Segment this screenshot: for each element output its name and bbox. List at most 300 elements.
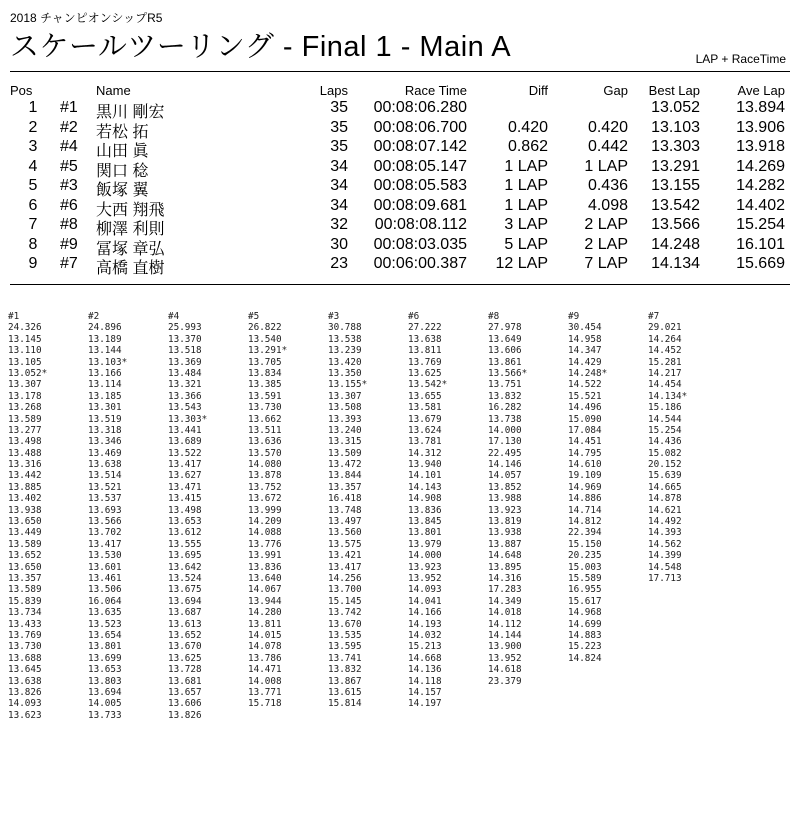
result-ave-lap: 13.894 <box>736 99 785 116</box>
result-race-time: 00:08:06.700 <box>373 118 467 136</box>
col-best-lap: Best Lap <box>648 83 700 98</box>
lap-time: 14.347 <box>568 345 602 357</box>
event-subtitle: 2018 チャンピオンシップR5 <box>10 11 163 25</box>
lap-time: 13.694 <box>88 686 122 698</box>
lap-time: 13.811 <box>408 345 442 357</box>
lap-time: 13.895 <box>488 561 522 573</box>
col-diff: Diff <box>528 83 548 98</box>
lap-time: 13.878 <box>248 470 282 482</box>
result-diff: 0.862 <box>507 138 548 155</box>
lap-time: 13.497 <box>328 516 362 528</box>
lap-time: 13.623 <box>8 709 42 721</box>
result-row <box>0 216 800 238</box>
lap-time: 20.235 <box>568 550 602 562</box>
lap-time: 13.649 <box>488 333 522 345</box>
lap-time: 14.000 <box>488 424 522 436</box>
lap-time: 13.402 <box>8 493 42 505</box>
lap-time: 13.867 <box>328 675 362 687</box>
results-bottom-rule <box>10 284 790 285</box>
result-pos: 8 <box>28 235 38 253</box>
lap-time: 13.702 <box>88 527 122 539</box>
lap-time: 13.653 <box>88 664 122 676</box>
result-driver-name: 大西 翔飛 <box>96 201 165 219</box>
lap-time: 13.693 <box>88 504 122 516</box>
lap-column <box>8 311 88 721</box>
lap-time: 13.705 <box>248 356 282 368</box>
lap-time: 14.824 <box>568 652 602 664</box>
lap-time: 13.695 <box>168 550 202 562</box>
lap-time: 13.523 <box>88 618 122 630</box>
lap-time: 13.635 <box>88 607 122 619</box>
lap-time: 13.268 <box>8 402 42 414</box>
lap-time: 15.281 <box>648 356 682 368</box>
lap-time: 13.185 <box>88 390 122 402</box>
lap-time: 13.652 <box>168 629 202 641</box>
lap-time: 15.254 <box>648 424 682 436</box>
lap-time: 26.822 <box>248 322 282 334</box>
lap-time: 13.357 <box>328 481 362 493</box>
lap-time: 13.166 <box>88 367 122 379</box>
lap-time: 14.429 <box>568 356 602 368</box>
result-gap: 4.098 <box>587 196 628 214</box>
lap-time: 13.642 <box>168 561 202 573</box>
lap-time: 14.610 <box>568 459 602 471</box>
lap-time: 13.923 <box>408 561 442 573</box>
result-best-lap: 14.248 <box>651 235 700 253</box>
lap-time: 13.522 <box>168 447 202 459</box>
lap-time: 13.728 <box>168 664 202 676</box>
lap-column-car: #2 <box>88 311 100 322</box>
lap-time: 13.433 <box>8 618 42 630</box>
lap-time: 15.082 <box>648 447 682 459</box>
result-diff: 5 LAP <box>504 235 548 253</box>
lap-time: 14.958 <box>568 333 602 345</box>
result-car-number: #2 <box>60 118 78 136</box>
lap-time: 15.186 <box>648 402 682 414</box>
lap-time: 13.832 <box>328 664 362 676</box>
col-ave-lap: Ave Lap <box>737 83 785 98</box>
lap-time: 13.834 <box>248 367 282 379</box>
lap-time: 13.155* <box>328 379 368 391</box>
result-gap: 2 LAP <box>584 235 628 253</box>
lap-time: 13.675 <box>168 584 202 596</box>
result-driver-name: 山田 眞 <box>96 143 149 160</box>
lap-time: 14.471 <box>248 664 282 676</box>
lap-time: 13.538 <box>328 333 362 345</box>
lap-time: 13.508 <box>328 402 362 414</box>
lap-time: 14.665 <box>648 481 682 493</box>
lap-time: 13.741 <box>328 652 362 664</box>
lap-time: 13.836 <box>408 504 442 516</box>
lap-time: 13.560 <box>328 527 362 539</box>
result-diff: 1 LAP <box>504 157 548 175</box>
lap-time: 13.811 <box>248 618 282 630</box>
lap-time: 17.283 <box>488 584 522 596</box>
lap-time: 14.057 <box>488 470 522 482</box>
result-car-number: #1 <box>60 99 78 116</box>
lap-time: 13.303* <box>168 413 208 425</box>
lap-time: 13.751 <box>488 379 522 391</box>
lap-time: 22.394 <box>568 527 602 539</box>
lap-time: 13.738 <box>488 413 522 425</box>
lap-time: 13.991 <box>248 550 282 562</box>
lap-time: 13.638 <box>408 333 442 345</box>
result-ave-lap: 14.402 <box>736 196 785 214</box>
lap-time: 13.484 <box>168 367 202 379</box>
lap-column-car: #3 <box>328 311 340 322</box>
result-gap: 7 LAP <box>584 255 628 272</box>
lap-time: 17.130 <box>488 436 522 448</box>
lap-time: 14.146 <box>488 459 522 471</box>
lap-time: 14.080 <box>248 459 282 471</box>
lap-time: 14.197 <box>408 698 442 710</box>
lap-time: 13.801 <box>88 641 122 653</box>
lap-time: 14.067 <box>248 584 282 596</box>
lap-time: 13.734 <box>8 607 42 619</box>
lap-time: 13.606 <box>168 698 202 710</box>
lap-time: 13.803 <box>88 675 122 687</box>
lap-time: 13.672 <box>248 493 282 505</box>
lap-time: 14.248* <box>568 367 608 379</box>
lap-column <box>328 311 408 710</box>
lap-time: 13.786 <box>248 652 282 664</box>
lap-time: 13.145 <box>8 333 42 345</box>
lap-time: 13.826 <box>8 686 42 698</box>
lap-time: 13.291* <box>248 345 288 357</box>
lap-time: 14.349 <box>488 595 522 607</box>
lap-column-car: #1 <box>8 311 20 322</box>
result-pos: 7 <box>28 216 38 233</box>
lap-time: 14.217 <box>648 367 682 379</box>
lap-time: 13.581 <box>408 402 442 414</box>
lap-time: 13.923 <box>488 504 522 516</box>
lap-time: 30.788 <box>328 322 362 334</box>
lap-time: 14.648 <box>488 550 522 562</box>
lap-time: 15.521 <box>568 390 602 402</box>
result-best-lap: 13.155 <box>651 177 700 194</box>
lap-time: 13.239 <box>328 345 362 357</box>
lap-time: 13.144 <box>88 345 122 357</box>
lap-time: 13.844 <box>328 470 362 482</box>
lap-time: 15.213 <box>408 641 442 653</box>
lap-column <box>488 311 568 687</box>
lap-time: 14.136 <box>408 664 442 676</box>
lap-time: 14.088 <box>248 527 282 539</box>
result-diff: 0.420 <box>507 118 548 136</box>
lap-time: 13.498 <box>168 504 202 516</box>
lap-time: 13.318 <box>88 424 122 436</box>
lap-column-car: #9 <box>568 311 580 322</box>
lap-time: 13.543 <box>168 402 202 414</box>
lap-time: 13.514 <box>88 470 122 482</box>
result-car-number: #8 <box>60 216 78 233</box>
result-laps: 23 <box>330 255 348 272</box>
lap-time: 13.461 <box>88 572 122 584</box>
result-car-number: #9 <box>60 235 78 253</box>
lap-time: 14.015 <box>248 629 282 641</box>
result-diff: 1 LAP <box>504 196 548 214</box>
lap-time: 24.326 <box>8 322 42 334</box>
result-row <box>0 177 800 199</box>
lap-time: 13.542* <box>408 379 448 391</box>
lap-time: 27.978 <box>488 322 522 334</box>
lap-time: 13.826 <box>168 709 202 721</box>
lap-time: 13.189 <box>88 333 122 345</box>
lap-time: 13.441 <box>168 424 202 436</box>
lap-time: 14.143 <box>408 481 442 493</box>
lap-time: 13.555 <box>168 538 202 550</box>
lap-time: 13.885 <box>8 481 42 493</box>
lap-time: 13.627 <box>168 470 202 482</box>
lap-time: 14.436 <box>648 436 682 448</box>
lap-time: 13.240 <box>328 424 362 436</box>
lap-time: 13.670 <box>328 618 362 630</box>
lap-column-car: #7 <box>648 311 660 322</box>
lap-time: 13.370 <box>168 333 202 345</box>
lap-time: 13.638 <box>88 459 122 471</box>
lap-time: 13.601 <box>88 561 122 573</box>
lap-time: 13.742 <box>328 607 362 619</box>
result-best-lap: 13.052 <box>651 99 700 116</box>
lap-time: 13.769 <box>8 629 42 641</box>
lap-time: 13.900 <box>488 641 522 653</box>
result-gap: 2 LAP <box>584 216 628 233</box>
lap-time: 13.518 <box>168 345 202 357</box>
lap-time: 13.636 <box>248 436 282 448</box>
lap-time: 14.452 <box>648 345 682 357</box>
col-gap: Gap <box>603 83 628 98</box>
lap-time: 13.852 <box>488 481 522 493</box>
result-race-time: 00:08:05.147 <box>373 157 467 175</box>
lap-time: 20.152 <box>648 459 682 471</box>
result-row <box>0 196 800 219</box>
result-car-number: #5 <box>60 157 78 175</box>
result-race-time: 00:06:00.387 <box>373 255 467 272</box>
lap-time: 13.688 <box>8 652 42 664</box>
lap-time: 14.878 <box>648 493 682 505</box>
lap-time: 13.535 <box>328 629 362 641</box>
lap-time: 13.655 <box>408 390 442 402</box>
lap-time: 13.625 <box>168 652 202 664</box>
lap-time: 14.544 <box>648 413 682 425</box>
lap-time: 14.118 <box>408 675 442 687</box>
lap-time: 14.492 <box>648 516 682 528</box>
lap-time: 13.350 <box>328 367 362 379</box>
result-row <box>0 138 800 160</box>
result-gap: 0.436 <box>587 177 628 194</box>
lap-time: 13.589 <box>8 584 42 596</box>
result-car-number: #7 <box>60 255 78 272</box>
lap-time: 14.668 <box>408 652 442 664</box>
lap-time: 13.832 <box>488 390 522 402</box>
result-driver-name: 飯塚 翼 <box>96 182 149 199</box>
result-row <box>0 157 800 180</box>
result-pos: 4 <box>28 157 38 175</box>
lap-time: 15.090 <box>568 413 602 425</box>
result-ave-lap: 14.269 <box>736 157 785 175</box>
lap-time: 14.193 <box>408 618 442 630</box>
result-row <box>0 255 800 277</box>
lap-time: 15.617 <box>568 595 602 607</box>
lap-time: 13.730 <box>8 641 42 653</box>
lap-time: 13.449 <box>8 527 42 539</box>
result-best-lap: 13.303 <box>651 138 700 155</box>
lap-time: 14.256 <box>328 572 362 584</box>
lap-time: 13.566* <box>488 367 528 379</box>
lap-time: 13.178 <box>8 390 42 402</box>
lap-time: 14.112 <box>488 618 522 630</box>
lap-time: 13.652 <box>8 550 42 562</box>
lap-time: 13.114 <box>88 379 122 391</box>
lap-time: 13.530 <box>88 550 122 562</box>
lap-time: 14.969 <box>568 481 602 493</box>
result-driver-name: 柳澤 利則 <box>96 221 165 238</box>
lap-time: 13.277 <box>8 424 42 436</box>
result-best-lap: 13.566 <box>651 216 700 233</box>
lap-time: 13.606 <box>488 345 522 357</box>
result-car-number: #6 <box>60 196 78 214</box>
result-race-time: 00:08:05.583 <box>373 177 467 194</box>
top-rule <box>10 71 790 72</box>
lap-time: 14.093 <box>408 584 442 596</box>
lap-time: 13.670 <box>168 641 202 653</box>
lap-time: 13.591 <box>248 390 282 402</box>
lap-time: 13.506 <box>88 584 122 596</box>
lap-time: 13.393 <box>328 413 362 425</box>
lap-time: 13.307 <box>328 390 362 402</box>
lap-time: 14.166 <box>408 607 442 619</box>
lap-time: 14.714 <box>568 504 602 516</box>
lap-time: 13.654 <box>88 629 122 641</box>
lap-time: 23.379 <box>488 675 522 687</box>
result-pos: 9 <box>28 255 38 272</box>
lap-time: 13.699 <box>88 652 122 664</box>
result-ave-lap: 13.918 <box>736 138 785 155</box>
result-car-number: #3 <box>60 177 78 194</box>
lap-time: 13.488 <box>8 447 42 459</box>
lap-time: 13.519 <box>88 413 122 425</box>
lap-time: 25.993 <box>168 322 202 334</box>
lap-time: 13.624 <box>408 424 442 436</box>
result-diff: 3 LAP <box>504 216 548 233</box>
result-gap: 0.442 <box>587 138 628 155</box>
lap-time: 13.730 <box>248 402 282 414</box>
lap-time: 13.944 <box>248 595 282 607</box>
lap-time: 14.699 <box>568 618 602 630</box>
lap-time: 13.861 <box>488 356 522 368</box>
lap-time: 14.041 <box>408 595 442 607</box>
lap-time: 13.801 <box>408 527 442 539</box>
result-driver-name: 若松 拓 <box>96 123 149 141</box>
lap-time: 13.417 <box>168 459 202 471</box>
lap-time: 14.008 <box>248 675 282 687</box>
lap-time: 13.385 <box>248 379 282 391</box>
result-row <box>0 235 800 258</box>
lap-time: 30.454 <box>568 322 602 334</box>
display-mode: LAP + RaceTime <box>695 52 786 66</box>
lap-column-car: #6 <box>408 311 420 322</box>
lap-time: 13.979 <box>408 538 442 550</box>
lap-time: 14.618 <box>488 664 522 676</box>
lap-time: 13.524 <box>168 572 202 584</box>
lap-time: 15.814 <box>328 698 362 710</box>
lap-time: 13.498 <box>8 436 42 448</box>
lap-column <box>568 311 648 664</box>
lap-time: 17.713 <box>648 572 682 584</box>
lap-time: 15.003 <box>568 561 602 573</box>
lap-time: 13.887 <box>488 538 522 550</box>
lap-time: 14.621 <box>648 504 682 516</box>
lap-time: 13.366 <box>168 390 202 402</box>
lap-time: 13.650 <box>8 516 42 528</box>
lap-time: 13.769 <box>408 356 442 368</box>
result-row <box>0 118 800 141</box>
lap-time: 13.509 <box>328 447 362 459</box>
lap-time: 24.896 <box>88 322 122 334</box>
lap-time: 13.657 <box>168 686 202 698</box>
lap-time: 13.595 <box>328 641 362 653</box>
lap-time: 13.781 <box>408 436 442 448</box>
lap-time: 13.940 <box>408 459 442 471</box>
lap-time: 14.316 <box>488 572 522 584</box>
lap-time: 16.282 <box>488 402 522 414</box>
result-laps: 32 <box>330 216 348 233</box>
lap-time: 13.612 <box>168 527 202 539</box>
lap-time: 13.442 <box>8 470 42 482</box>
result-driver-name: 黒川 剛宏 <box>96 104 165 121</box>
result-laps: 35 <box>330 118 348 136</box>
lap-time: 15.223 <box>568 641 602 653</box>
lap-time: 13.369 <box>168 356 202 368</box>
col-name: Name <box>96 83 131 98</box>
lap-time: 16.064 <box>88 595 122 607</box>
lap-time: 13.052* <box>8 367 48 379</box>
lap-time: 13.421 <box>328 550 362 562</box>
lap-time: 13.679 <box>408 413 442 425</box>
result-laps: 35 <box>330 99 348 116</box>
lap-time: 13.689 <box>168 436 202 448</box>
lap-time: 13.420 <box>328 356 362 368</box>
lap-time: 13.589 <box>8 413 42 425</box>
result-pos: 1 <box>28 99 38 116</box>
lap-time: 13.640 <box>248 572 282 584</box>
lap-time: 14.312 <box>408 447 442 459</box>
lap-time: 13.700 <box>328 584 362 596</box>
lap-time: 13.687 <box>168 607 202 619</box>
lap-column <box>88 311 168 721</box>
lap-time: 13.472 <box>328 459 362 471</box>
lap-time: 13.733 <box>88 709 122 721</box>
lap-time: 13.836 <box>248 561 282 573</box>
lap-time: 14.812 <box>568 516 602 528</box>
lap-time: 13.105 <box>8 356 42 368</box>
lap-time: 13.638 <box>8 675 42 687</box>
lap-time: 15.639 <box>648 470 682 482</box>
lap-time: 13.771 <box>248 686 282 698</box>
col-laps: Laps <box>319 83 348 98</box>
lap-time: 14.093 <box>8 698 42 710</box>
lap-time: 14.562 <box>648 538 682 550</box>
lap-time: 13.110 <box>8 345 42 357</box>
lap-time: 13.681 <box>168 675 202 687</box>
lap-time: 14.496 <box>568 402 602 414</box>
result-best-lap: 13.291 <box>651 157 700 175</box>
lap-time: 14.795 <box>568 447 602 459</box>
lap-time: 13.321 <box>168 379 202 391</box>
lap-time: 13.613 <box>168 618 202 630</box>
result-best-lap: 13.542 <box>651 196 700 214</box>
result-best-lap: 13.103 <box>651 118 700 136</box>
